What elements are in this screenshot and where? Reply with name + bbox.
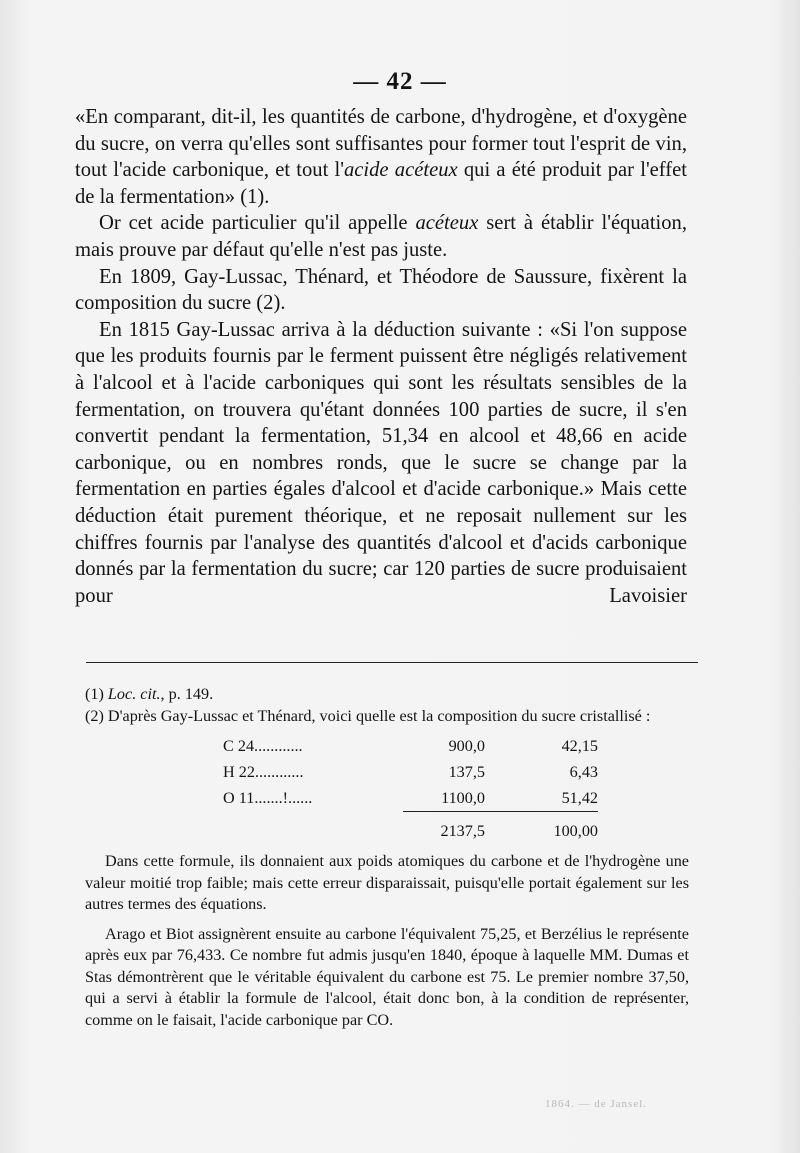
footnote-divider — [86, 662, 698, 663]
text-run: «En comparant, dit-il, les quantités de carbone, d'hydrogène, et d'oxygène du sucre, on verra qu'elles sont suffisantes pour former tout l'esprit de vin, tout l'acide carbonique, et tout l' — [75, 106, 687, 182]
paragraph-quote-lavoisier — [75, 104, 687, 210]
table-row — [223, 759, 598, 785]
text-run: qui a été produit par l'effet de la fermentation» (1). — [75, 159, 687, 208]
total-percent: 100,00 — [485, 812, 598, 845]
footnote-1 — [85, 684, 689, 706]
footnote-paragraph-equivalents: Arago et Biot assignèrent ensuite au carbone l'équivalent 75,25, et Berzélius le représente après eux par 76,433. Ce nombre fut admis jusqu'en 1840, époque à laquelle MM. Dumas et Stas démontrèrent que le véritable équivalent du carbone est 75. Le premier nombre 37,50, qui a servi à établir la formule de l'alcool, était donc bon, à la condition de représenter, comme on le faisait, l'acide carbonique par CO. — [85, 924, 689, 1029]
footnotes — [85, 684, 689, 1031]
paragraph-acide-aceteux — [75, 210, 687, 263]
main-text — [75, 104, 687, 609]
italic-term-acide-aceteux: acide acéteux — [343, 159, 458, 182]
total-weight: 2137,5 — [403, 812, 485, 845]
percent-cell: 42,15 — [561, 737, 598, 755]
text-run: sert à établir l'équation, mais prouve par défaut qu'elle n'est pas juste. — [75, 212, 687, 261]
paragraph-1809: En 1809, Gay-Lussac, Thénard, et Théodore de Saussure, fixèrent la composition du sucre (2). — [75, 265, 687, 315]
spacer — [85, 916, 689, 924]
table-total-row — [223, 812, 598, 845]
element-cell-empty — [223, 812, 403, 845]
weight-cell: 1100,0 — [441, 789, 485, 807]
weight-cell: 137,5 — [448, 763, 485, 781]
element-cell: H 22............ — [223, 763, 304, 781]
text-run: Or cet acide particulier qu'il appelle — [99, 212, 416, 235]
footnote-page-ref: , p. 149. — [160, 685, 214, 703]
printer-mark: 1864. — de Jansel. — [545, 1098, 648, 1110]
footnote-paragraph-atomic-weights: Dans cette formule, ils donnaient aux poids atomiques du carbone et de l'hydrogène une valeur moitié trop faible; mais cette erreur disparaissait, puisqu'elle portait également sur les autres termes des équations. — [85, 852, 689, 913]
element-cell: C 24............ — [223, 737, 303, 755]
footnote-2-intro: (2) D'après Gay-Lussac et Thénard, voici quelle est la composition du sucre cristallisé : — [85, 706, 651, 725]
element-cell: O 11.......!...... — [223, 789, 313, 808]
percent-cell: 51,42 — [561, 789, 598, 807]
paragraph-1815: En 1815 Gay-Lussac arriva à la déduction suivante : «Si l'on suppose que les produits fournis par le ferment puissent être négligés relativement à l'alcool et à l'acide carboniques qui sont les résultats sensibles de la fermentation, on trouvera qu'étant données 100 parties de sucre, il s'en convertit pendant la fermentation, 51,34 en alcool et 48,66 en acide carbonique, ou en nombres ronds, que le sucre se change par la fermentation en parties égales d'alcool et d'acide carbonique.» Mais cette déduction était purement théorique, et ne reposait nullement sur les chiffres fournis par l'analyse des quantités d'alcool et d'acids carbonique donnés par la fermentation du sucre; car 120 parties de sucre produisaient pour Lavoisier — [75, 318, 687, 607]
footnote-label: (1) — [85, 685, 108, 703]
footnote-citation: Loc. cit. — [107, 685, 161, 703]
table-row — [223, 733, 598, 759]
percent-cell: 6,43 — [569, 763, 598, 781]
page-number: — 42 — — [353, 68, 447, 95]
weight-cell: 900,0 — [448, 737, 485, 755]
italic-term-aceteux: acéteux — [415, 212, 479, 235]
table-row — [223, 785, 598, 812]
sugar-composition-table — [223, 733, 598, 844]
